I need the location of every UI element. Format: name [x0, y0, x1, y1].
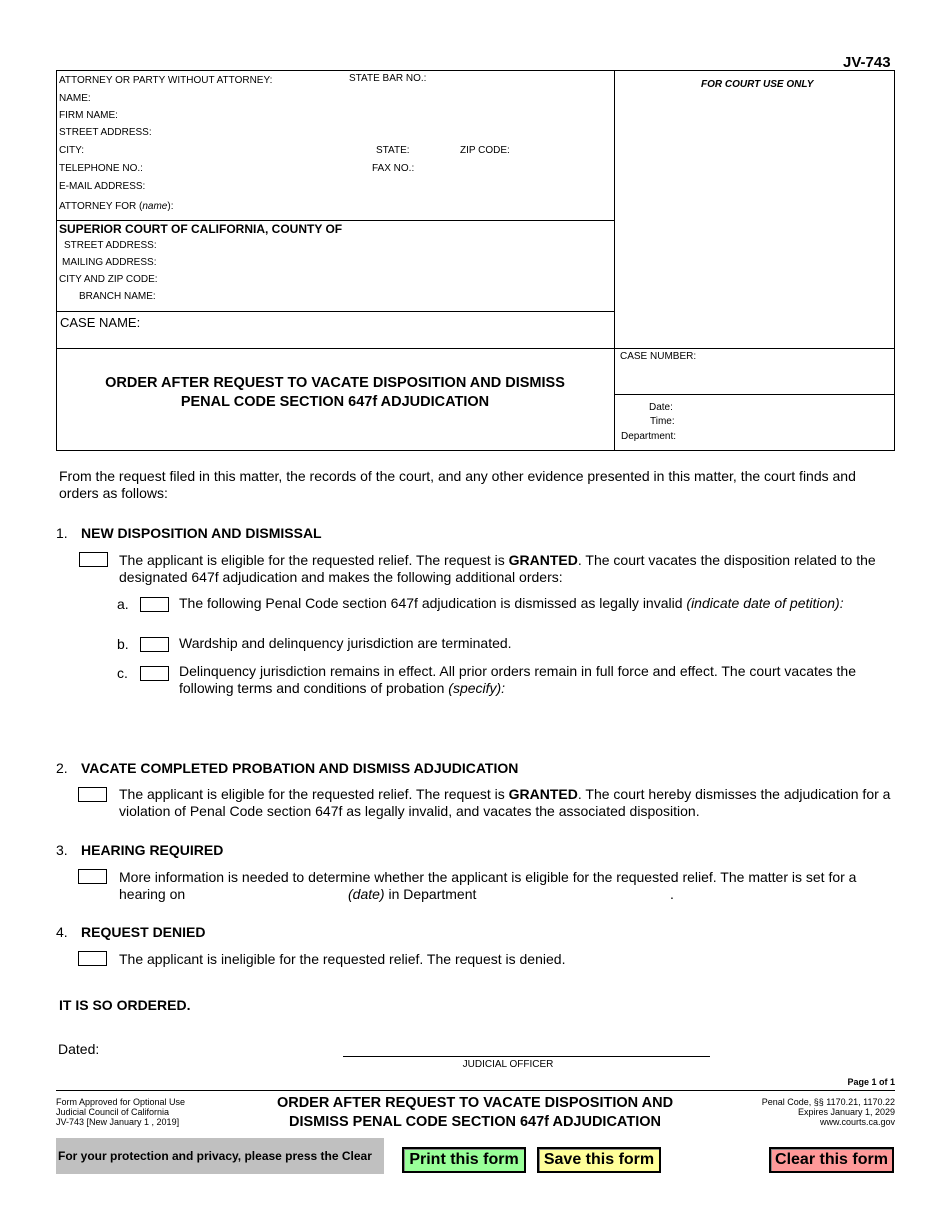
item-4-text: The applicant is ineligible for the requested relief. The request is denied.: [119, 951, 566, 967]
court-city-label: CITY AND ZIP CODE:: [59, 274, 158, 285]
firm-label: FIRM NAME:: [59, 110, 118, 121]
item-2-number: 2.: [56, 760, 68, 776]
case-number-label: CASE NUMBER:: [620, 351, 697, 362]
item-1c-text: Delinquency jurisdiction remains in effect. All prior orders remain in full force and effect. The court vacates the following terms and conditions of probation (specify):: [179, 663, 857, 696]
telephone-label: TELEPHONE NO.:: [59, 163, 143, 174]
item-3-number: 3.: [56, 842, 68, 858]
intro-text: From the request filed in this matter, the records of the court, and any other evidence presented in this matter, the court finds and orders as follows:: [59, 468, 856, 501]
item-1b-checkbox[interactable]: [140, 637, 169, 652]
item-1-heading: NEW DISPOSITION AND DISMISSAL: [81, 525, 322, 541]
so-ordered: IT IS SO ORDERED.: [59, 997, 191, 1013]
state-label: STATE:: [376, 145, 410, 156]
court-use-label: FOR COURT USE ONLY: [701, 79, 814, 90]
fax-label: FAX NO.:: [372, 163, 415, 174]
item-1-text: The applicant is eligible for the requested relief. The request is GRANTED. The court vacates the disposition related to the designated 647f adjudication and makes the following additional orders:: [119, 552, 876, 585]
item-3-heading: HEARING REQUIRED: [81, 842, 224, 858]
department-label: Department:: [621, 431, 677, 442]
item-2-text: The applicant is eligible for the requested relief. The request is GRANTED. The court hereby dismisses the adjudication for a violation of Penal Code section 647f as legally invalid, and vacates the associated disposition.: [119, 786, 891, 819]
attorney-label: ATTORNEY OR PARTY WITHOUT ATTORNEY:: [59, 75, 273, 86]
footer-rule: [56, 1090, 895, 1091]
item-1a-text: The following Penal Code section 647f adjudication is dismissed as legally invalid (indicate date of petition):: [179, 595, 844, 611]
court-title: SUPERIOR COURT OF CALIFORNIA, COUNTY OF: [59, 222, 343, 236]
email-label: E-MAIL ADDRESS:: [59, 181, 146, 192]
item-1c-label: c.: [117, 665, 128, 681]
item-3-date-dept: (date) in Department: [348, 886, 477, 902]
item-3-period: .: [670, 886, 674, 902]
item-3-hearing-on: hearing on: [119, 886, 186, 902]
state-bar-label: STATE BAR NO.:: [349, 73, 427, 84]
privacy-notice: For your protection and privacy, please press the Clear: [56, 1138, 384, 1174]
item-2-checkbox[interactable]: [78, 787, 107, 802]
page-number: Page 1 of 1: [847, 1077, 895, 1087]
date-label: Date:: [649, 402, 673, 413]
item-1-checkbox[interactable]: [79, 552, 108, 567]
footer-left: Form Approved for Optional Use Judicial Council of California JV-743 [New January 1 , 2019]: [56, 1097, 186, 1127]
footer-right: Penal Code, §§ 1170.21, 1170.22 Expires January 1, 2029 www.courts.ca.gov: [761, 1097, 895, 1127]
item-1b-label: b.: [117, 636, 129, 652]
judicial-officer-label: JUDICIAL OFFICER: [462, 1059, 554, 1070]
court-branch-label: BRANCH NAME:: [79, 291, 156, 302]
case-name-label: CASE NAME:: [60, 315, 141, 330]
signature-line: [343, 1056, 710, 1057]
item-2-heading: VACATE COMPLETED PROBATION AND DISMISS ADJUDICATION: [81, 760, 519, 776]
name-label: NAME:: [59, 93, 91, 104]
item-1c-checkbox[interactable]: [140, 666, 169, 681]
city-label: CITY:: [59, 145, 85, 156]
item-3-text: More information is needed to determine whether the applicant is eligible for the requested relief. The matter is set for a: [119, 869, 857, 885]
clear-button[interactable]: Clear this form: [769, 1147, 894, 1173]
attorney-for-label: ATTORNEY FOR (name):: [59, 201, 174, 212]
item-4-number: 4.: [56, 924, 68, 940]
court-street-label: STREET ADDRESS:: [64, 240, 157, 251]
footer-title: ORDER AFTER REQUEST TO VACATE DISPOSITION AND DISMISS PENAL CODE SECTION 647f ADJUDICATION: [276, 1095, 674, 1130]
save-button[interactable]: Save this form: [537, 1147, 661, 1173]
time-label: Time:: [650, 416, 675, 427]
dated-label: Dated:: [58, 1041, 100, 1057]
item-4-heading: REQUEST DENIED: [81, 924, 206, 940]
form-number: JV-743: [843, 54, 891, 71]
court-mailing-label: MAILING ADDRESS:: [62, 257, 157, 268]
item-1a-label: a.: [117, 596, 129, 612]
street-label: STREET ADDRESS:: [59, 127, 152, 138]
item-1-number: 1.: [56, 525, 68, 541]
item-4-checkbox[interactable]: [78, 951, 107, 966]
zip-label: ZIP CODE:: [460, 145, 510, 156]
item-1a-checkbox[interactable]: [140, 597, 169, 612]
item-1b-text: Wardship and delinquency jurisdiction are terminated.: [179, 635, 512, 651]
item-3-checkbox[interactable]: [78, 869, 107, 884]
form-title: ORDER AFTER REQUEST TO VACATE DISPOSITION AND DISMISS PENAL CODE SECTION 647f ADJUDICATION: [105, 375, 565, 410]
print-button[interactable]: Print this form: [402, 1147, 526, 1173]
